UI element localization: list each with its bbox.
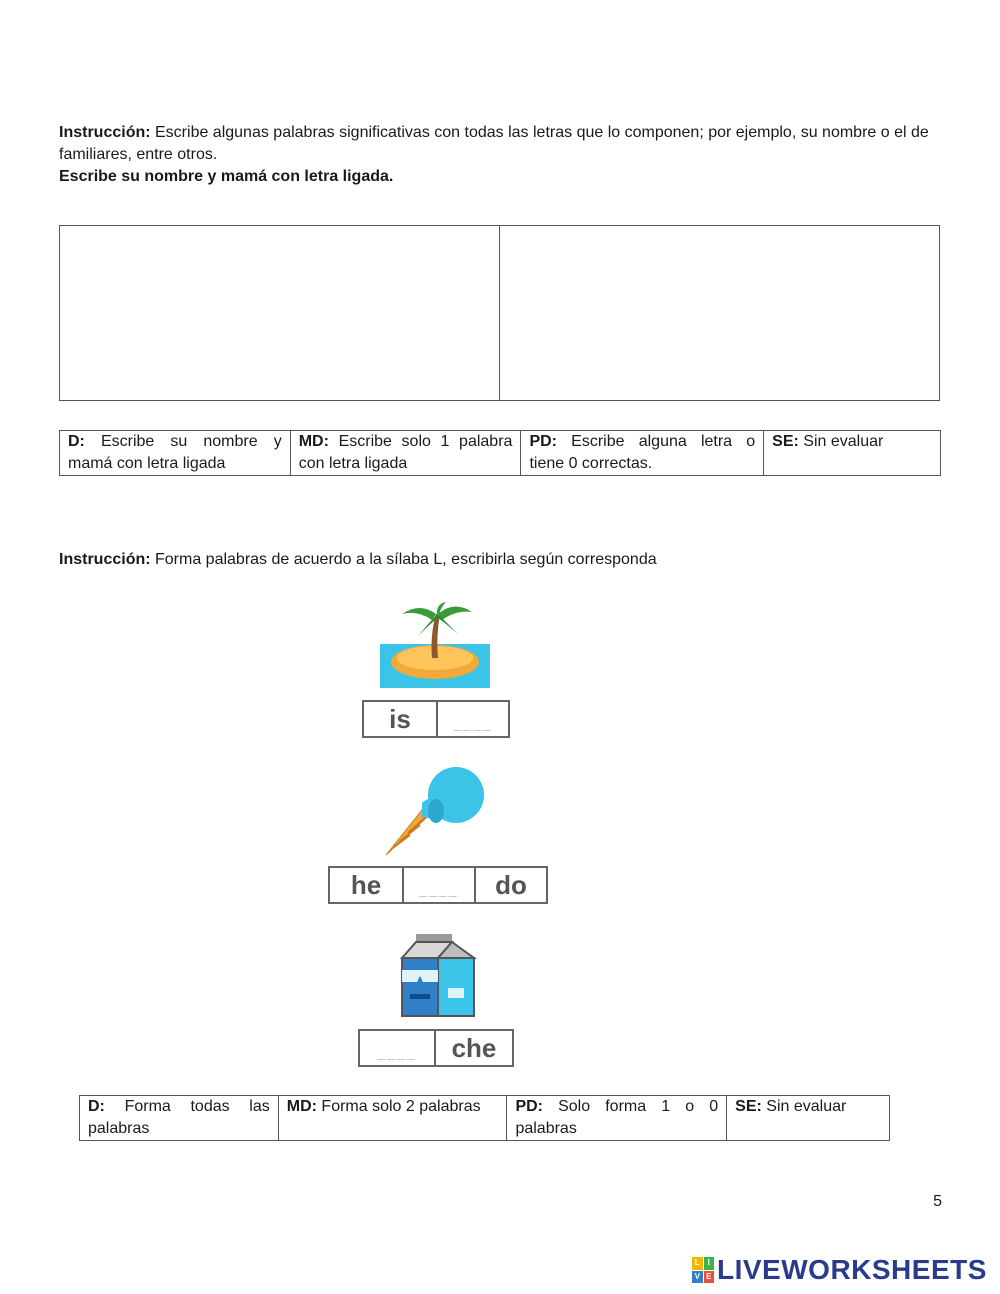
word-row-2: [328, 866, 548, 904]
rubric-label: MD:: [298, 433, 329, 450]
syllable-cell: he: [350, 869, 382, 900]
syllable-cell: che: [434, 1031, 512, 1065]
rubric-cell-pd: [521, 431, 764, 476]
ice-cream-icon: [380, 765, 490, 857]
rubric-text: Sin evaluar: [761, 1098, 847, 1115]
rubric-text: Sin evaluar: [798, 433, 884, 450]
rubric-cell-pd: [507, 1096, 727, 1141]
instruction-block-2: [59, 549, 939, 571]
rubric-cell-se: [727, 1096, 890, 1141]
rubric-table-2: [79, 1095, 890, 1141]
logo-icon: [692, 1257, 714, 1283]
answer-blank[interactable]: ____: [436, 702, 508, 736]
rubric-text: Forma solo 2 palabras: [316, 1098, 481, 1115]
instruction-block-1: [59, 122, 939, 188]
rubric-text: Forma todas las palabras: [88, 1098, 270, 1137]
logo-tile: E: [704, 1271, 715, 1284]
write-cell-name[interactable]: [60, 226, 499, 400]
rubric-table-1: [59, 430, 941, 476]
writing-area: [59, 225, 940, 401]
syllable-cell: is: [389, 703, 411, 734]
rubric-label: D:: [88, 1098, 105, 1115]
instruction-text: Forma palabras de acuerdo a la sílaba L, escribirla según corresponda: [150, 551, 657, 568]
rubric-label: MD:: [286, 1098, 317, 1115]
logo-tile: I: [704, 1257, 715, 1270]
rubric-label: D:: [68, 433, 85, 450]
page-number: 5: [933, 1193, 942, 1210]
island-icon: [380, 600, 490, 690]
rubric-label: SE:: [772, 433, 799, 450]
brand-name: LIVEWORKSHEETS: [717, 1254, 987, 1285]
instruction-label: Instrucción:: [59, 551, 151, 568]
rubric-label: PD:: [515, 1098, 543, 1115]
sub-instruction: Escribe su nombre y mamá con letra ligada.: [59, 168, 394, 185]
liveworksheets-logo: [692, 1254, 987, 1286]
word-row-1: [362, 700, 510, 738]
answer-blank[interactable]: ____: [402, 868, 474, 902]
logo-tile: V: [692, 1271, 703, 1284]
rubric-cell-se: [764, 431, 941, 476]
milk-carton-icon: [398, 932, 478, 1018]
syllable-cell: do: [474, 868, 546, 902]
instruction-label: Instrucción:: [59, 124, 151, 141]
instruction-text: Escribe algunas palabras significativas con todas las letras que lo componen; por ejemplo, su nombre o el de familiares, entre otros.: [59, 124, 929, 163]
rubric-label: PD:: [529, 433, 557, 450]
word-row-3: [358, 1029, 514, 1067]
rubric-cell-md: [278, 1096, 507, 1141]
write-cell-mom[interactable]: [499, 226, 939, 400]
rubric-cell-d: [80, 1096, 279, 1141]
logo-tile: L: [692, 1257, 703, 1270]
rubric-label: SE:: [735, 1098, 762, 1115]
rubric-text: Solo forma 1 o 0 palabras: [515, 1098, 719, 1137]
rubric-cell-md: [290, 431, 521, 476]
answer-blank[interactable]: ____: [377, 1045, 417, 1061]
rubric-cell-d: [60, 431, 291, 476]
rubric-text: Escribe su nombre y mamá con letra ligada: [68, 433, 282, 472]
rubric-text: Escribe solo 1 palabra con letra ligada: [298, 433, 513, 472]
rubric-text: Escribe alguna letra o tiene 0 correctas.: [529, 433, 756, 472]
